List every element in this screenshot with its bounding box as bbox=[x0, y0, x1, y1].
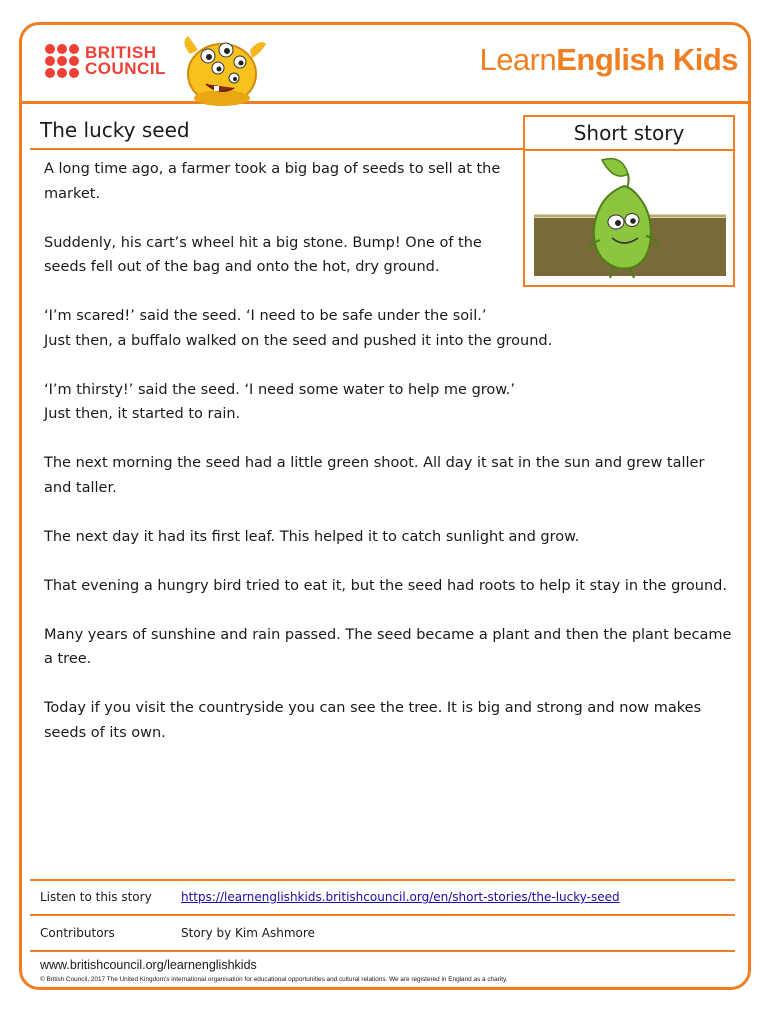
story-type-label: Short story bbox=[523, 115, 735, 151]
contributors-label: Contributors bbox=[40, 926, 115, 940]
monster-mascot-icon bbox=[176, 32, 268, 108]
listen-label: Listen to this story bbox=[40, 890, 152, 904]
story-line: ‘I’m scared!’ said the seed. ‘I need to be safe under the soil.’ bbox=[44, 308, 487, 324]
header-divider bbox=[19, 101, 751, 104]
story-paragraph: The next morning the seed had a little green shoot. All day it sat in the sun and grew taller and taller. bbox=[44, 455, 705, 496]
story-paragraph: The next day it had its first leaf. This helped it to catch sunlight and grow. bbox=[44, 528, 580, 545]
learnenglish-kids-logo bbox=[479, 42, 738, 78]
story-line: Just then, a buffalo walked on the seed and pushed it into the ground. bbox=[44, 332, 553, 349]
story-line: ‘I’m thirsty!’ said the seed. ‘I need some water to help me grow.’ bbox=[44, 381, 516, 398]
story-paragraph: Today if you visit the countryside you can see the tree. It is big and strong and now makes seeds of its own. bbox=[44, 700, 702, 741]
bc-dots-icon bbox=[45, 44, 79, 78]
title-underline bbox=[30, 148, 523, 150]
british-council-logo bbox=[45, 44, 166, 78]
footer-divider bbox=[30, 879, 735, 881]
footer-divider bbox=[30, 914, 735, 916]
listen-link-cell bbox=[181, 890, 620, 904]
story-paragraph: Suddenly, his cart’s wheel hit a big stone. Bump! One of the seeds fell out of the bag and onto the hot, dry ground. bbox=[44, 234, 482, 275]
brand-bold: English Kids bbox=[556, 42, 738, 77]
story-paragraph bbox=[44, 304, 734, 353]
brand-light: Learn bbox=[479, 42, 557, 77]
bc-wordmark bbox=[85, 45, 166, 77]
story-url-link[interactable]: https://learnenglishkids.britishcouncil.org/en/short-stories/the-lucky-seed bbox=[181, 890, 620, 904]
story-body bbox=[44, 157, 734, 770]
bc-line-1: BRITISH bbox=[85, 43, 157, 62]
story-paragraph: That evening a hungry bird tried to eat it, but the seed had roots to help it stay in the ground. bbox=[44, 577, 727, 594]
copyright-notice: © British Council, 2017 The United Kingdom’s international organisation for educational opportunities and cultural relations. We are registered in England as a charity. bbox=[40, 976, 508, 983]
story-paragraph bbox=[44, 378, 734, 427]
story-line: Just then, it started to rain. bbox=[44, 406, 241, 422]
bc-line-2: COUNCIL bbox=[85, 59, 166, 78]
footer-divider bbox=[30, 950, 735, 952]
story-paragraph: A long time ago, a farmer took a big bag of seeds to sell at the market. bbox=[44, 161, 501, 202]
story-paragraph: Many years of sunshine and rain passed. The seed became a plant and then the plant became a tree. bbox=[44, 626, 732, 667]
contributors-value: Story by Kim Ashmore bbox=[181, 926, 315, 940]
site-url: www.britishcouncil.org/learnenglishkids bbox=[40, 958, 257, 972]
page-title: The lucky seed bbox=[40, 118, 190, 142]
